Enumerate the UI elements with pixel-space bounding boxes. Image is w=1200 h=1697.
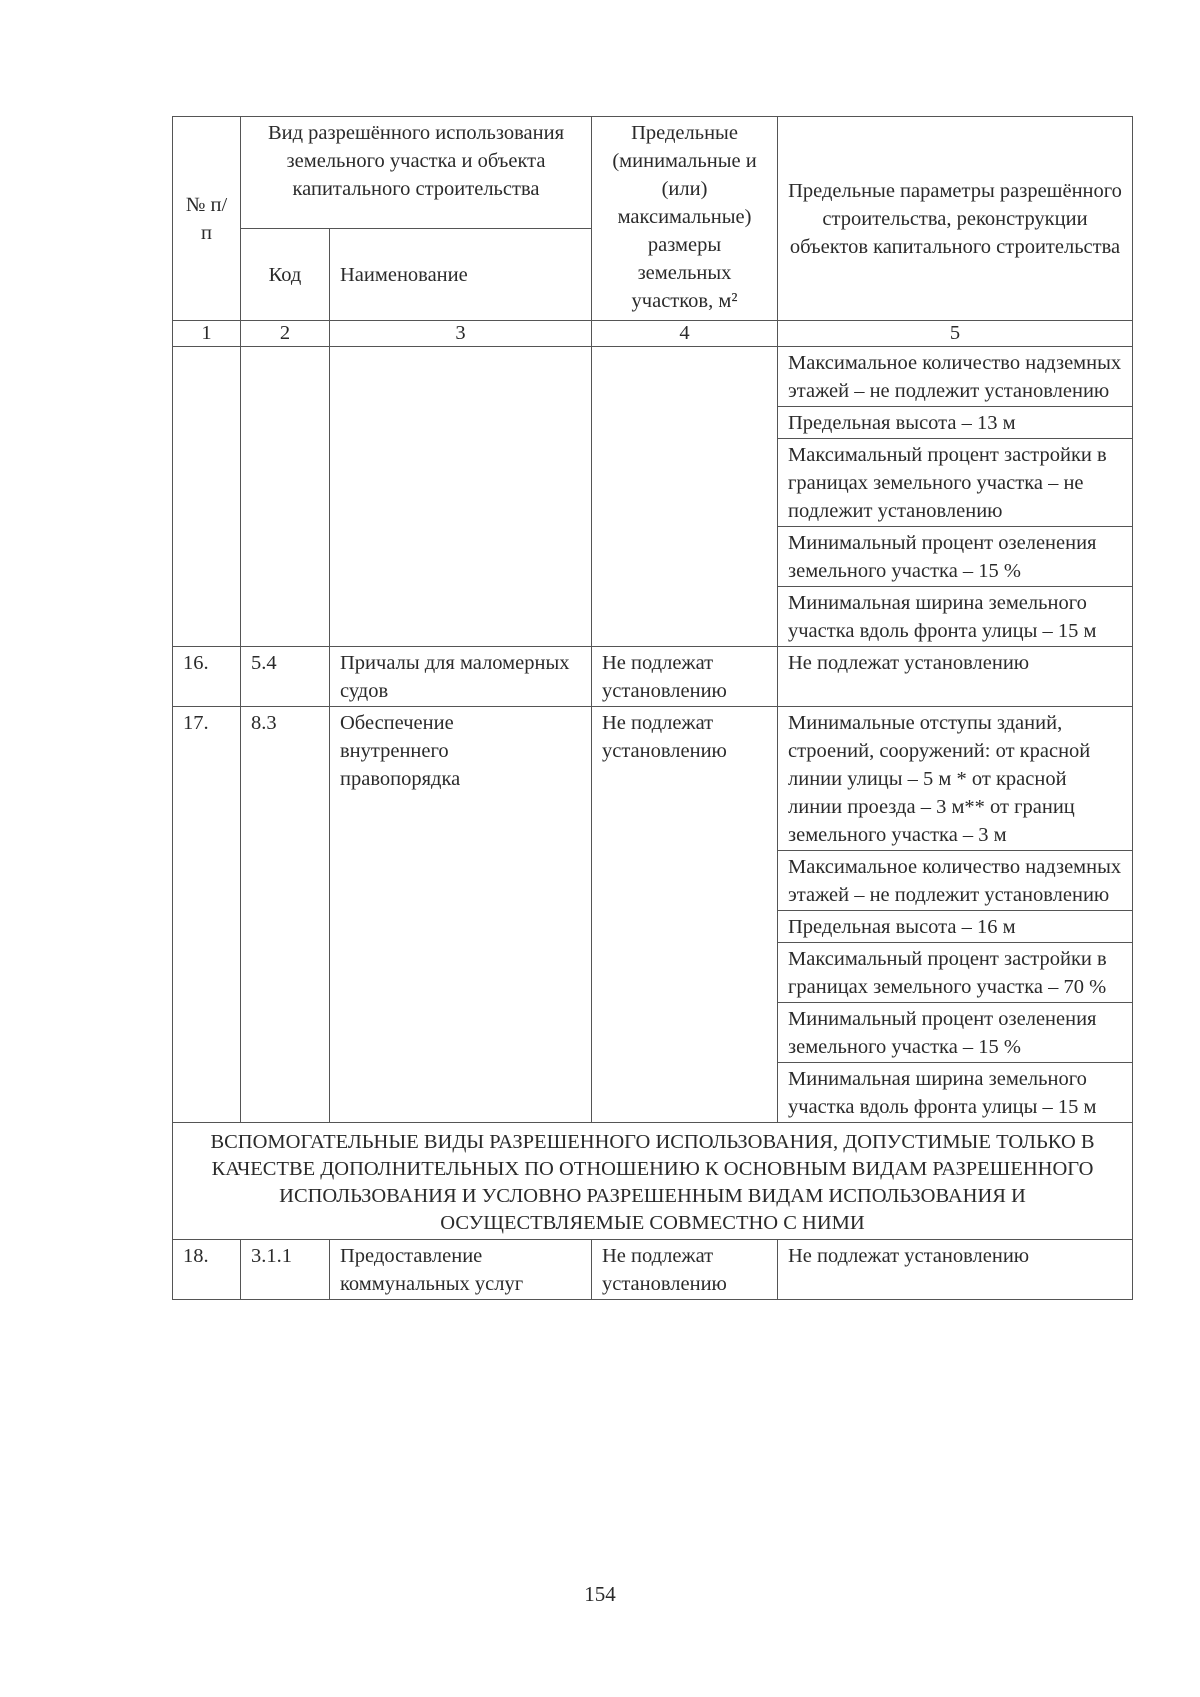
land-use-table <box>172 116 1133 1300</box>
row-name: Причалы для маломерных судов <box>330 647 592 707</box>
param-cell: Минимальный процент озеленения земельного участка – 15 % <box>778 1003 1133 1063</box>
row-number: 17. <box>173 707 241 1123</box>
param-cell: Максимальный процент застройки в границах земельного участка – не подлежит установлению <box>778 439 1133 527</box>
header-sizes: Предельные (минимальные и (или) максимальные) размеры земельных участков, м² <box>592 117 778 321</box>
column-number: 3 <box>330 321 592 347</box>
table-row <box>173 347 1133 407</box>
column-number: 1 <box>173 321 241 347</box>
param-cell: Предельная высота – 13 м <box>778 407 1133 439</box>
header-code: Код <box>241 228 330 320</box>
page-number: 154 <box>584 1582 616 1606</box>
param-cell: Не подлежат установлению <box>778 647 1133 707</box>
column-number: 2 <box>241 321 330 347</box>
column-numbers-row <box>173 321 1133 347</box>
table-row <box>173 1240 1133 1300</box>
header-use-type: Вид разрешённого использования земельного участка и объекта капитального строительства <box>241 117 592 229</box>
param-cell: Предельная высота – 16 м <box>778 911 1133 943</box>
header-name: Наименование <box>330 228 592 320</box>
row-size: Не подлежат установлению <box>592 647 778 707</box>
row-code: 3.1.1 <box>241 1240 330 1300</box>
table-row <box>173 647 1133 707</box>
cell-empty <box>330 347 592 647</box>
section-heading-row <box>173 1123 1133 1240</box>
row-size: Не подлежат установлению <box>592 707 778 1123</box>
row-number: 18. <box>173 1240 241 1300</box>
param-cell: Максимальное количество надземных этажей – не подлежит установлению <box>778 347 1133 407</box>
row-code: 8.3 <box>241 707 330 1123</box>
row-size: Не подлежат установлению <box>592 1240 778 1300</box>
row-name: Обеспечение внутреннего правопорядка <box>330 707 592 1123</box>
row-number: 16. <box>173 647 241 707</box>
section-title: ВСПОМОГАТЕЛЬНЫЕ ВИДЫ РАЗРЕШЕННОГО ИСПОЛЬЗОВАНИЯ, ДОПУСТИМЫЕ ТОЛЬКО В КАЧЕСТВЕ ДОПОЛНИТЕЛЬНЫХ ПО ОТНОШЕНИЮ К ОСНОВНЫМ ВИДАМ РАЗРЕШЕННОГО ИСПОЛЬЗОВАНИЯ И УСЛОВНО РАЗРЕШЕННЫМ ВИДАМ ИСПОЛЬЗОВАНИЯ И ОСУЩЕСТВЛЯЕМЫЕ СОВМЕСТНО С НИМИ <box>173 1123 1133 1240</box>
table-row <box>173 707 1133 851</box>
header-num: № п/п <box>173 117 241 321</box>
column-number: 5 <box>778 321 1133 347</box>
cell-empty <box>241 347 330 647</box>
table-header-row <box>173 117 1133 229</box>
param-cell: Минимальная ширина земельного участка вдоль фронта улицы – 15 м <box>778 587 1133 647</box>
param-cell: Минимальные отступы зданий, строений, сооружений: от красной линии улицы – 5 м * от красной линии проезда – 3 м** от границ земельного участка – 3 м <box>778 707 1133 851</box>
cell-empty <box>592 347 778 647</box>
param-cell: Минимальный процент озеленения земельного участка – 15 % <box>778 527 1133 587</box>
column-number: 4 <box>592 321 778 347</box>
row-code: 5.4 <box>241 647 330 707</box>
cell-empty <box>173 347 241 647</box>
row-name: Предоставление коммунальных услуг <box>330 1240 592 1300</box>
param-cell: Не подлежат установлению <box>778 1240 1133 1300</box>
param-cell: Максимальное количество надземных этажей – не подлежит установлению <box>778 851 1133 911</box>
param-cell: Максимальный процент застройки в границах земельного участка – 70 % <box>778 943 1133 1003</box>
header-params: Предельные параметры разрешённого строительства, реконструкции объектов капитального строительства <box>778 117 1133 321</box>
param-cell: Минимальная ширина земельного участка вдоль фронта улицы – 15 м <box>778 1063 1133 1123</box>
